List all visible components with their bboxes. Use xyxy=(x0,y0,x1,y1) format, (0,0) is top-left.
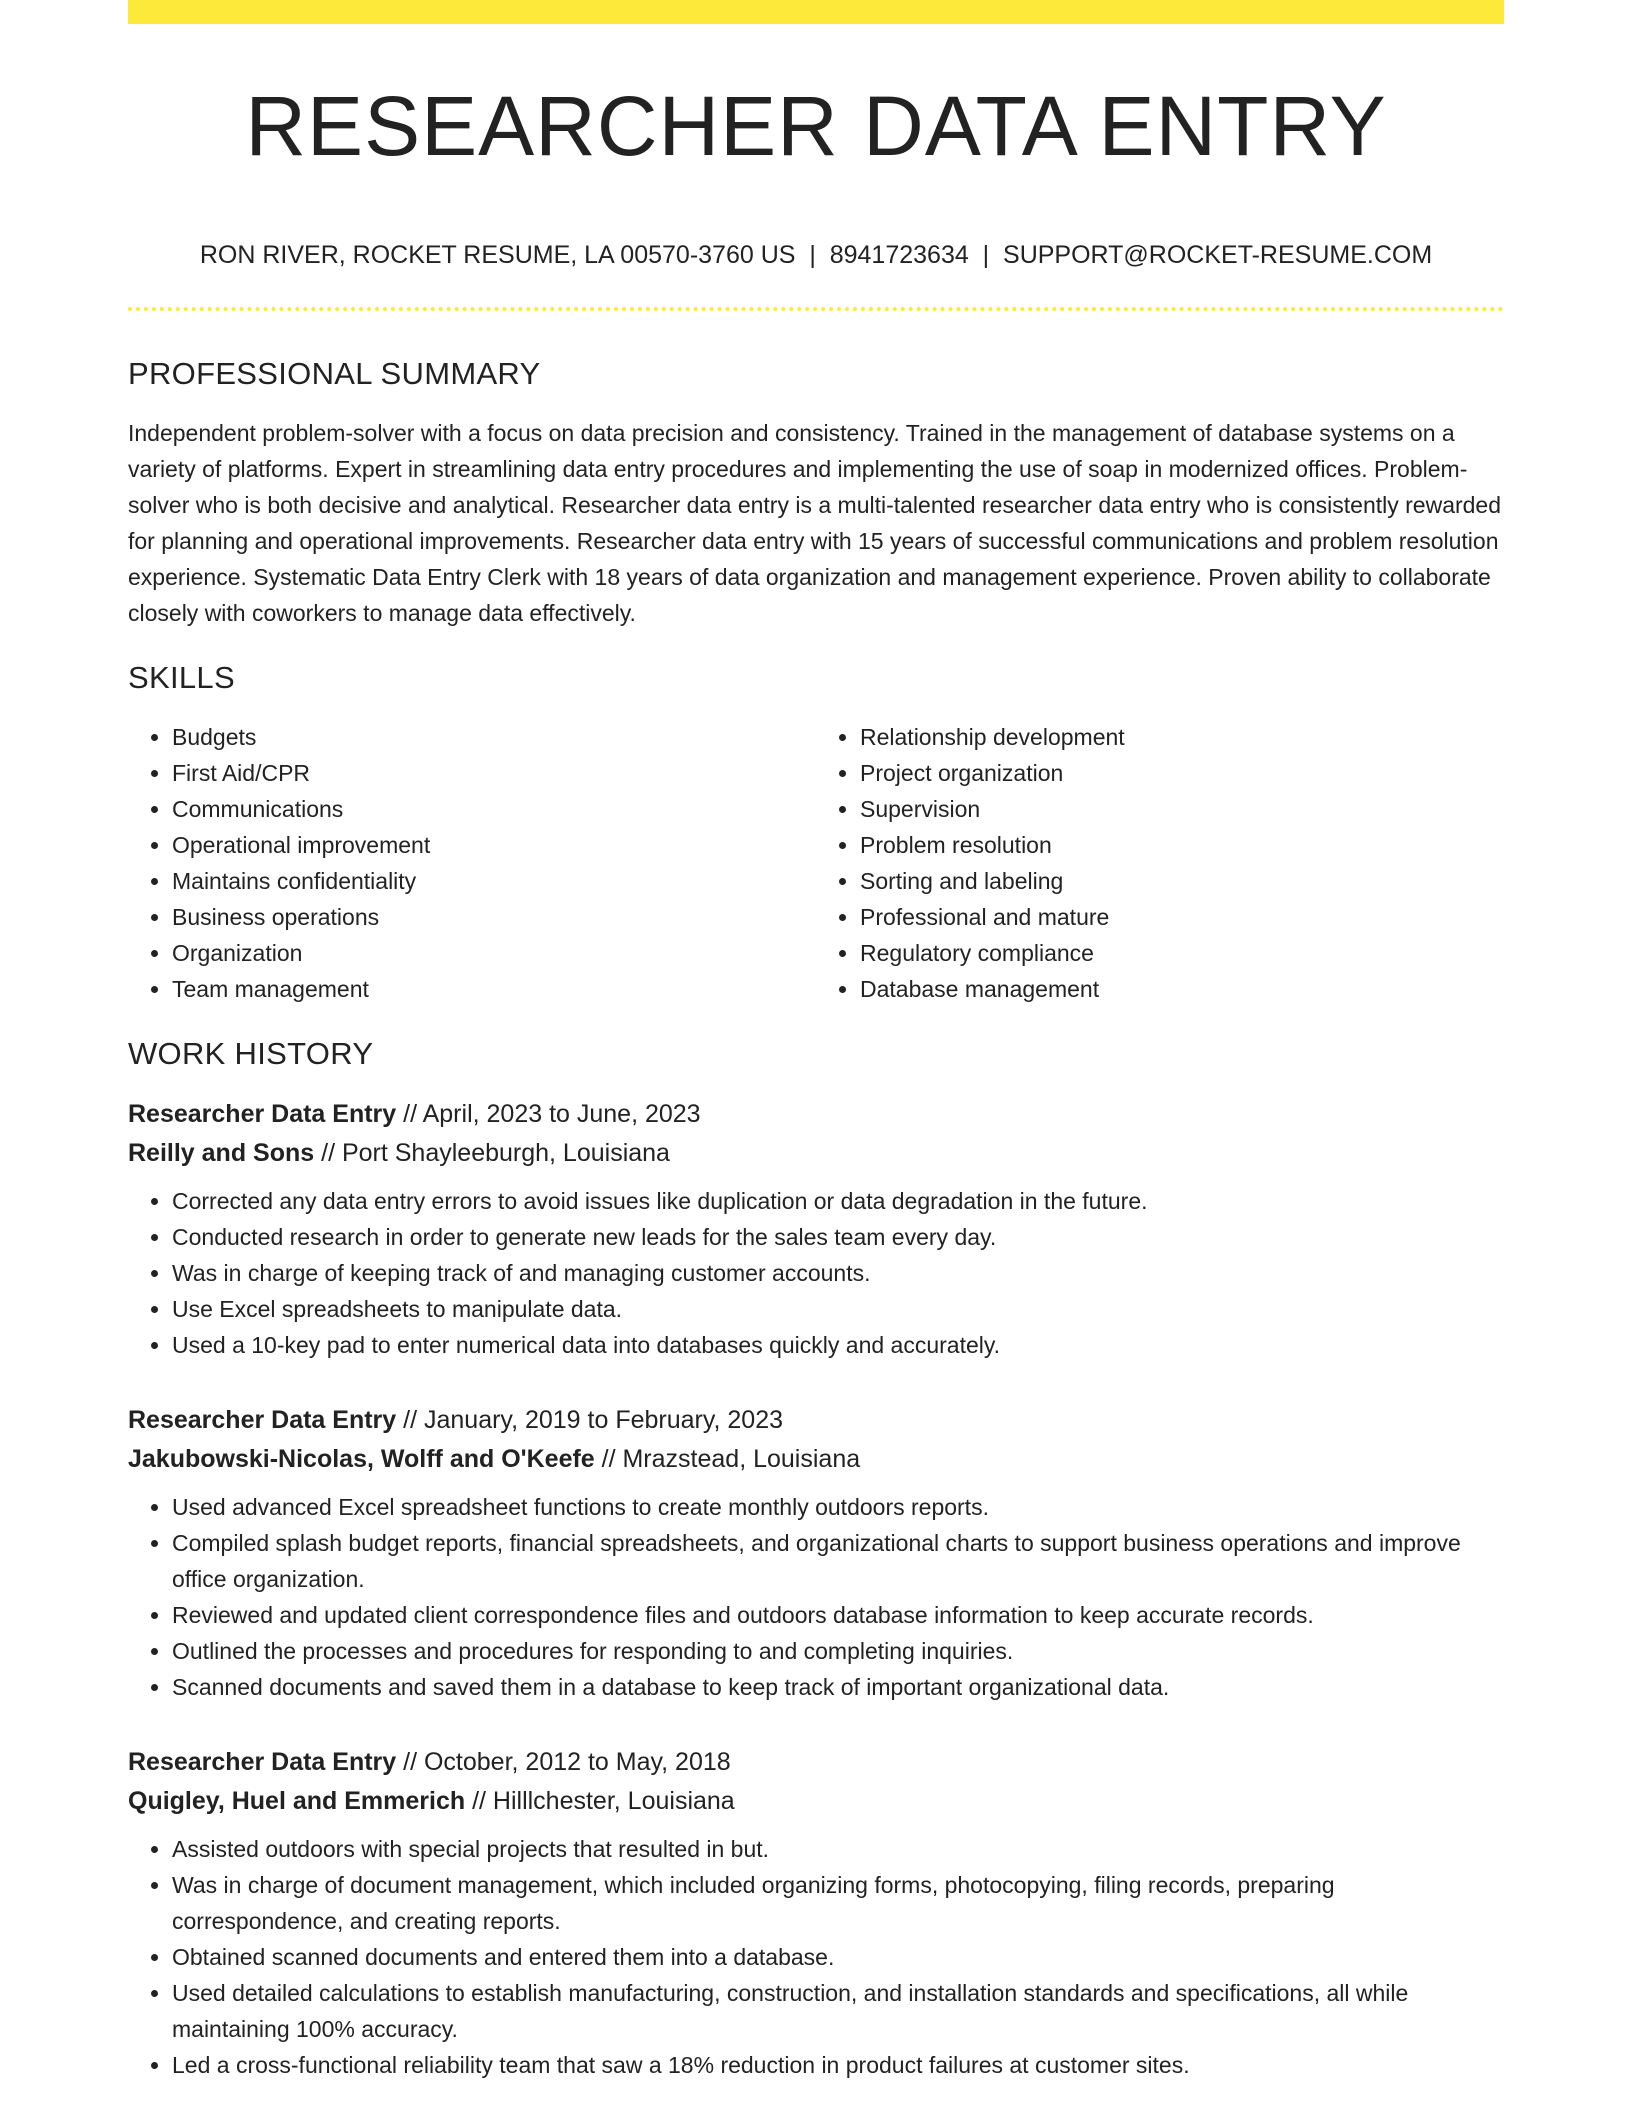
skill-item: • Regulatory compliance xyxy=(860,935,1504,971)
contact-line: RON RIVER, ROCKET RESUME, LA 00570-3760 US | 8941723634 | SUPPORT@ROCKET-RESUME.COM xyxy=(199,241,1433,269)
skills-heading: SKILLS xyxy=(128,660,235,695)
skill-item: • Problem resolution xyxy=(860,827,1504,863)
accent-bar xyxy=(128,0,1504,24)
skill-item: • Budgets xyxy=(172,719,816,755)
job-company: Quigley, Huel and Emmerich xyxy=(128,1787,466,1815)
job-bullet: • Outlined the processes and procedures for responding to and completing inquiries. xyxy=(172,1633,1504,1669)
job-entry xyxy=(128,1743,1504,2083)
job-bullet: • Compiled splash budget reports, financial spreadsheets, and organizational charts to support business operations and improve office organization. xyxy=(172,1525,1504,1597)
resume-content xyxy=(128,355,1504,2121)
skill-item: • Relationship development xyxy=(860,719,1504,755)
job-location: // Port Shayleeburgh, Louisiana xyxy=(314,1139,670,1167)
job-title: Researcher Data Entry xyxy=(128,1100,397,1128)
skills-section xyxy=(128,659,1504,1007)
job-title-line xyxy=(128,1095,1504,1134)
summary-section xyxy=(128,355,1504,631)
job-bullets xyxy=(128,1489,1504,1705)
job-company: Jakubowski-Nicolas, Wolff and O'Keefe xyxy=(128,1445,595,1473)
job-location: // Hilllchester, Louisiana xyxy=(465,1787,735,1815)
resume-name: RESEARCHER DATA ENTRY xyxy=(245,79,1387,173)
job-bullet: • Conducted research in order to generate new leads for the sales team every day. xyxy=(172,1219,1504,1255)
dotted-divider xyxy=(128,307,1504,311)
skill-item: • Business operations xyxy=(172,899,816,935)
skill-item: • Project organization xyxy=(860,755,1504,791)
job-bullet: • Used advanced Excel spreadsheet functions to create monthly outdoors reports. xyxy=(172,1489,1504,1525)
job-bullet: • Use Excel spreadsheets to manipulate data. xyxy=(172,1291,1504,1327)
job-bullets xyxy=(128,1183,1504,1363)
job-title-line xyxy=(128,1743,1504,1782)
job-bullet: • Was in charge of keeping track of and managing customer accounts. xyxy=(172,1255,1504,1291)
skill-item: • Supervision xyxy=(860,791,1504,827)
job-bullet: • Assisted outdoors with special projects that resulted in but. xyxy=(172,1831,1504,1867)
summary-text: Independent problem-solver with a focus on data precision and consistency. Trained in the management of database systems on a variety of platforms. Expert in streamlining data entry procedures and implementing the use of soap in modernized offices. Problem-solver who is both decisive and analytical. Researcher data entry is a multi-talented researcher data entry who is consistently rewarded for planning and operational improvements. Researcher data entry with 15 years of successful communications and problem resolution experience. Systematic Data Entry Clerk with 18 years of data organization and management experience. Proven ability to collaborate closely with coworkers to manage data effectively. xyxy=(128,420,1502,626)
job-bullet: • Obtained scanned documents and entered them into a database. xyxy=(172,1939,1504,1975)
skill-item: • Organization xyxy=(172,935,816,971)
job-company: Reilly and Sons xyxy=(128,1139,315,1167)
skill-item: • Team management xyxy=(172,971,816,1007)
skill-item: • Database management xyxy=(860,971,1504,1007)
skill-item: • Maintains confidentiality xyxy=(172,863,816,899)
skill-item: • First Aid/CPR xyxy=(172,755,816,791)
job-bullet: • Scanned documents and saved them in a database to keep track of important organizational data. xyxy=(172,1669,1504,1705)
job-bullets xyxy=(128,1831,1504,2083)
skill-item: • Communications xyxy=(172,791,816,827)
job-company-line xyxy=(128,1782,1504,1821)
job-title-line xyxy=(128,1401,1504,1440)
skills-columns xyxy=(128,719,1504,1007)
job-dates: // October, 2012 to May, 2018 xyxy=(396,1748,731,1776)
skills-list-left xyxy=(128,719,816,1007)
job-bullet: • Used a 10-key pad to enter numerical data into databases quickly and accurately. xyxy=(172,1327,1504,1363)
job-bullet: • Reviewed and updated client correspondence files and outdoors database information to keep accurate records. xyxy=(172,1597,1504,1633)
job-company-line xyxy=(128,1134,1504,1173)
job-bullet: • Led a cross-functional reliability team that saw a 18% reduction in product failures at customer sites. xyxy=(172,2047,1504,2083)
work-history-section xyxy=(128,1035,1504,2083)
job-company-line xyxy=(128,1440,1504,1479)
skill-item: • Professional and mature xyxy=(860,899,1504,935)
work-history-heading: WORK HISTORY xyxy=(128,1036,374,1071)
skill-item: • Operational improvement xyxy=(172,827,816,863)
job-entry xyxy=(128,1401,1504,1705)
summary-heading: PROFESSIONAL SUMMARY xyxy=(128,356,541,391)
job-bullet: • Was in charge of document management, which included organizing forms, photocopying, filing records, preparing correspondence, and creating reports. xyxy=(172,1867,1504,1939)
skill-item: • Sorting and labeling xyxy=(860,863,1504,899)
job-title: Researcher Data Entry xyxy=(128,1748,397,1776)
job-bullet: • Corrected any data entry errors to avoid issues like duplication or data degradation in the future. xyxy=(172,1183,1504,1219)
job-bullet: • Used detailed calculations to establish manufacturing, construction, and installation standards and specifications, all while maintaining 100% accuracy. xyxy=(172,1975,1504,2047)
job-dates: // January, 2019 to February, 2023 xyxy=(396,1406,784,1434)
job-entry xyxy=(128,1095,1504,1363)
skills-list-right xyxy=(816,719,1504,1007)
job-dates: // April, 2023 to June, 2023 xyxy=(396,1100,701,1128)
job-location: // Mrazstead, Louisiana xyxy=(594,1445,861,1473)
job-title: Researcher Data Entry xyxy=(128,1406,397,1434)
